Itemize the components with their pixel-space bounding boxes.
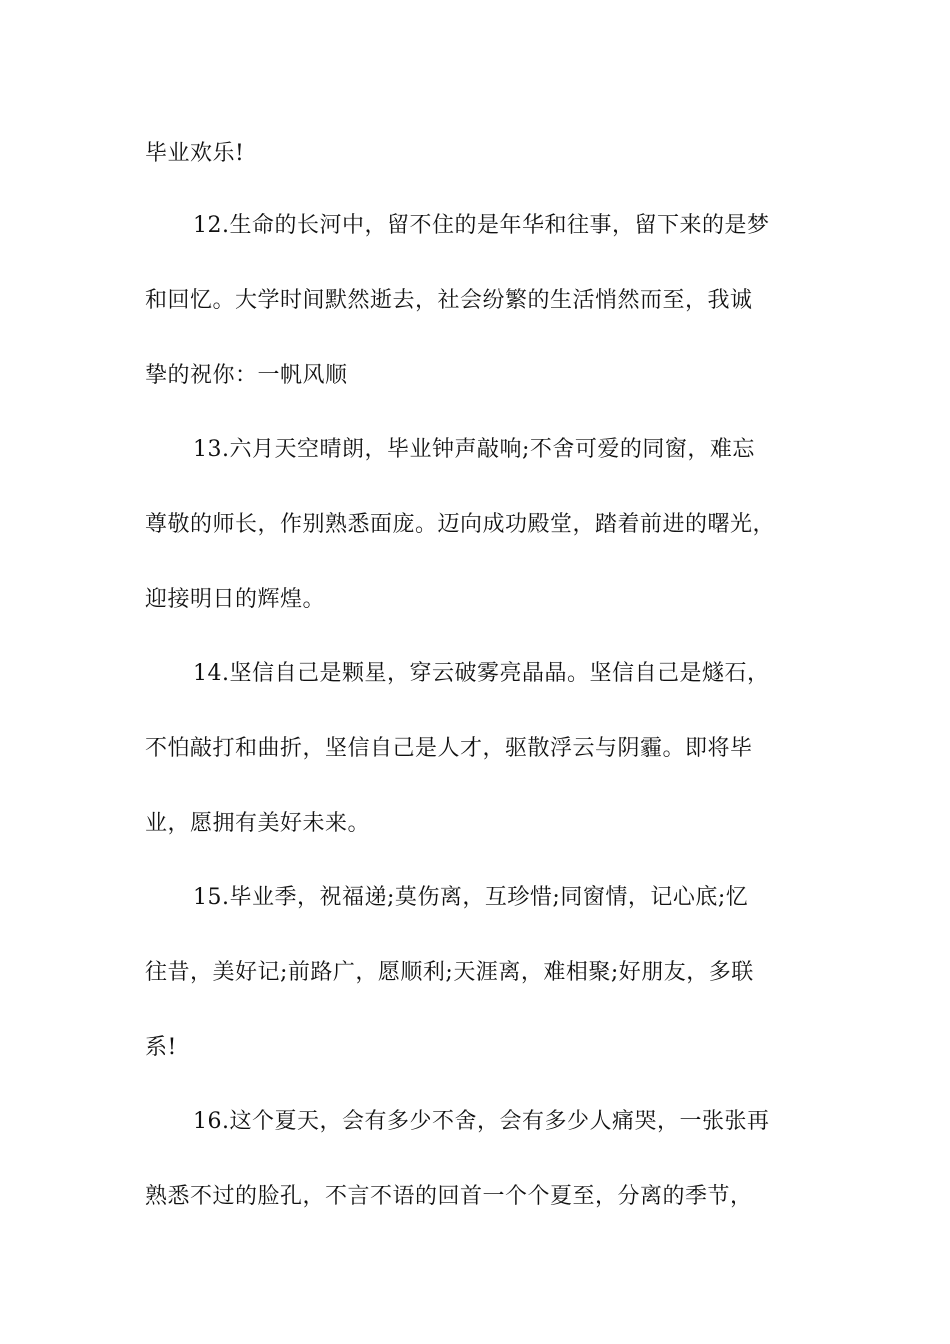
paragraph-14-line-2: 不怕敲打和曲折，坚信自己是人才，驱散浮云与阴霾。即将毕: [145, 736, 753, 761]
paragraph-15-line-2: 往昔，美好记;前路广，愿顺利;天涯离，难相聚;好朋友，多联: [145, 960, 754, 985]
paragraph-12-line-1: 12.生命的长河中，留不住的是年华和往事，留下来的是梦: [193, 213, 770, 238]
text-line: 毕业欢乐!: [145, 141, 245, 166]
paragraph-13-line-2: 尊敬的师长，作别熟悉面庞。迈向成功殿堂，踏着前进的曙光，: [145, 512, 776, 537]
paragraph-15-line-1: 15.毕业季，祝福递;莫伤离，互珍惜;同窗情，记心底;忆: [193, 885, 749, 910]
paragraph-16-line-2: 熟悉不过的脸孔，不言不语的回首一个个夏至，分离的季节，: [145, 1184, 753, 1209]
paragraph-16-line-1: 16.这个夏天，会有多少不舍，会有多少人痛哭，一张张再: [193, 1109, 770, 1134]
paragraph-13-line-3: 迎接明日的辉煌。: [145, 587, 326, 612]
paragraph-12-line-2: 和回忆。大学时间默然逝去，社会纷繁的生活悄然而至，我诚: [145, 288, 753, 313]
paragraph-14-line-3: 业，愿拥有美好未来。: [145, 811, 371, 836]
paragraph-12-line-3: 挚的祝你：一帆风顺: [145, 363, 348, 388]
paragraph-13-line-1: 13.六月天空晴朗，毕业钟声敲响;不舍可爱的同窗，难忘: [193, 437, 755, 462]
paragraph-14-line-1: 14.坚信自己是颗星，穿云破雾亮晶晶。坚信自己是燧石，: [193, 661, 770, 686]
paragraph-15-line-3: 系!: [145, 1035, 177, 1060]
